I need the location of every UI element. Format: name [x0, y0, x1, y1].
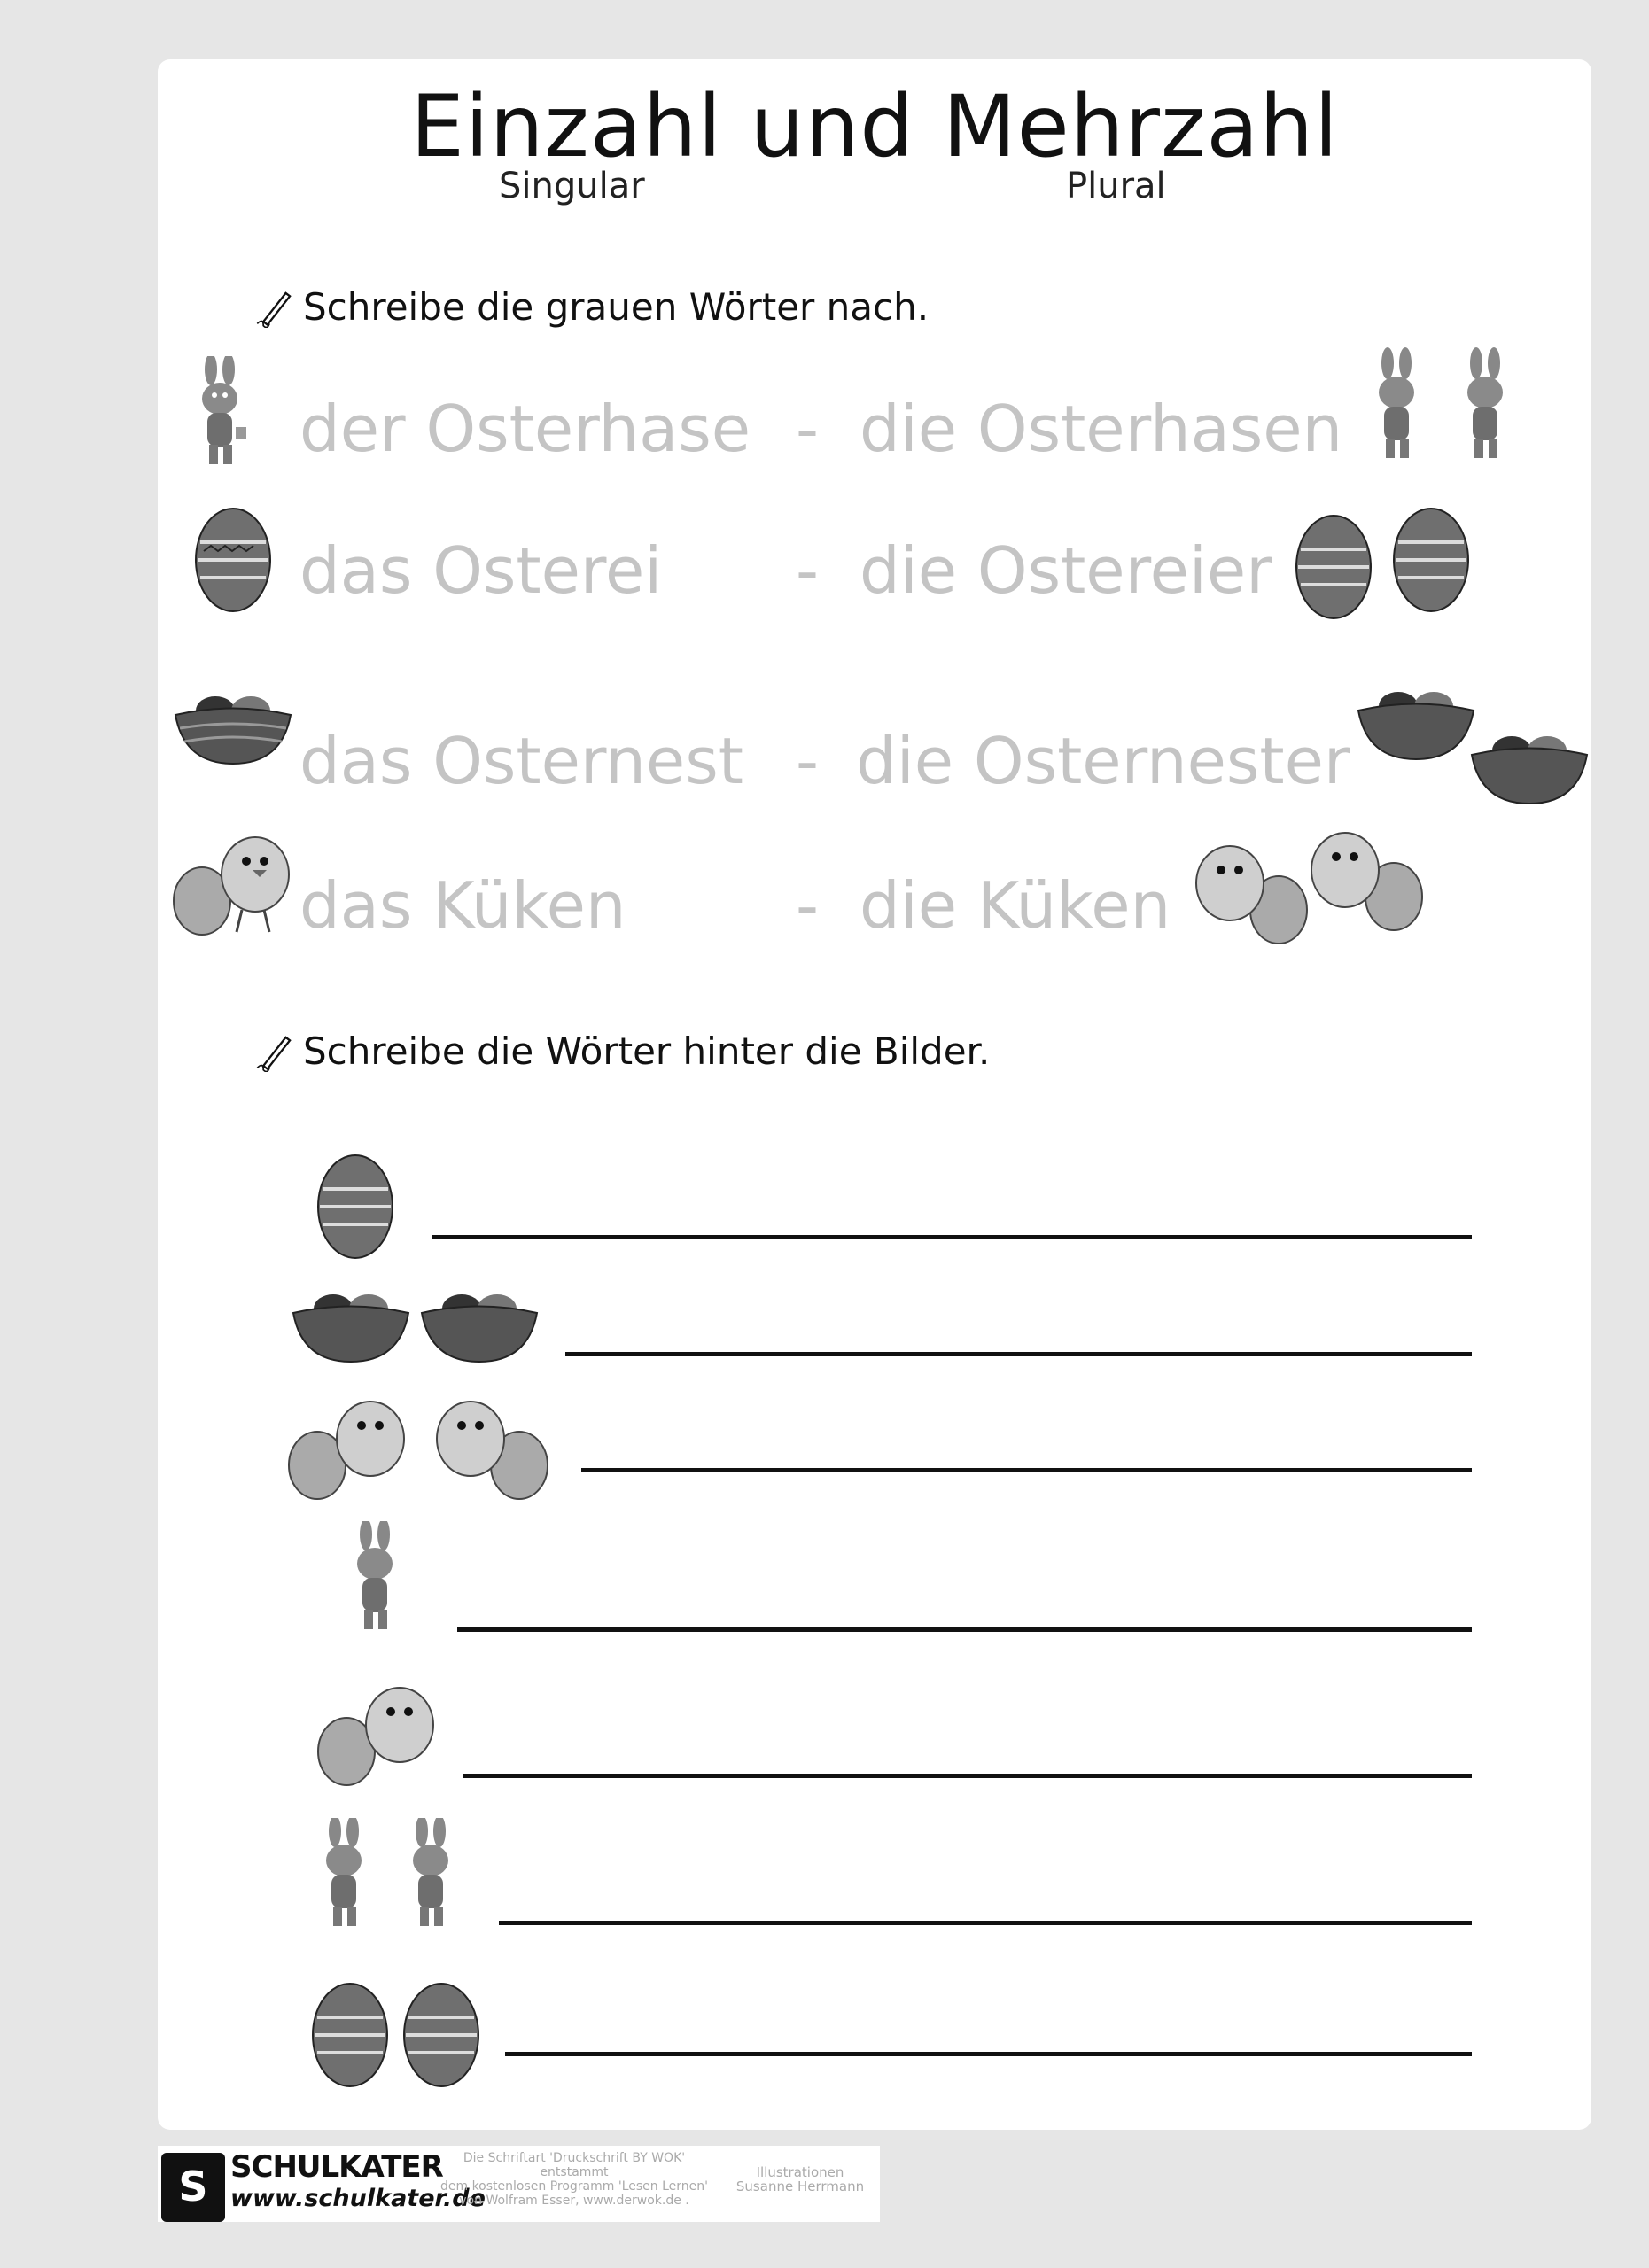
- instruction-2: [255, 1029, 990, 1073]
- singular-word: der Osterhase: [299, 392, 751, 466]
- nest-icon: [1354, 680, 1478, 764]
- writing-line[interactable]: [457, 1627, 1472, 1632]
- nest-icon: [417, 1282, 541, 1366]
- worksheet: [158, 59, 1591, 2130]
- egg-icon: [1294, 509, 1373, 620]
- plural-word: die Ostereier: [860, 533, 1272, 608]
- chick-icon: [286, 1381, 419, 1510]
- egg-icon: [1391, 502, 1471, 613]
- bunny-icon: [395, 1818, 466, 1942]
- pencil-icon: [255, 1031, 296, 1072]
- subtitle-plural: Plural: [1066, 166, 1166, 206]
- bunny-icon: [339, 1521, 410, 1645]
- singular-word: das Osternest: [299, 724, 743, 798]
- plural-word: die Osterhasen: [860, 392, 1343, 466]
- bunny-icon: [308, 1818, 379, 1942]
- egg-icon: [315, 1149, 395, 1260]
- chick-icon: [1296, 812, 1429, 941]
- instruction-2-text: Schreibe die Wörter hinter die Bilder.: [303, 1029, 991, 1073]
- dash: -: [796, 533, 819, 608]
- page-title: Einzahl und Mehrzahl: [410, 77, 1339, 176]
- font-credit: [432, 2151, 716, 2208]
- bunny-icon: [1361, 346, 1432, 478]
- dash: -: [796, 392, 819, 466]
- singular-word: das Osterei: [299, 533, 663, 608]
- dash: -: [796, 724, 819, 798]
- writing-line[interactable]: [505, 2052, 1472, 2056]
- word-row: [158, 640, 1591, 798]
- chick-icon: [1181, 826, 1314, 954]
- egg-icon: [401, 1977, 481, 2088]
- bunny-icon: [1450, 346, 1521, 478]
- footer: [158, 2146, 880, 2222]
- writing-line[interactable]: [581, 1468, 1472, 1472]
- credit-line: Susanne Herrmann: [735, 2179, 865, 2194]
- writing-line[interactable]: [499, 1921, 1472, 1925]
- credit-line: dem kostenlosen Programm 'Lesen Lernen': [439, 2179, 708, 2194]
- singular-word: das Küken: [299, 868, 626, 943]
- dash: -: [796, 868, 819, 943]
- word-row: [158, 502, 1591, 635]
- plural-word: die Küken: [860, 868, 1171, 943]
- instruction-1-text: Schreibe die grauen Wörter nach.: [303, 285, 930, 329]
- egg-icon: [193, 502, 273, 613]
- nest-icon: [289, 1282, 413, 1366]
- brand-name: SCHULKATER: [230, 2149, 443, 2185]
- nest-icon: [1467, 724, 1591, 808]
- credit-line: entstammt: [540, 2165, 609, 2179]
- chick-icon: [315, 1667, 448, 1796]
- nest-icon: [171, 684, 295, 768]
- brand-url[interactable]: www.schulkater.de: [230, 2185, 486, 2212]
- instruction-1: [255, 285, 929, 329]
- writing-line[interactable]: [565, 1352, 1472, 1356]
- word-row: [158, 356, 1591, 489]
- credit-line: von Wolfram Esser, www.derwok.de .: [459, 2194, 689, 2208]
- schulkater-logo: S: [161, 2153, 225, 2222]
- word-row: [158, 817, 1591, 950]
- illustration-credit: [725, 2165, 875, 2194]
- chick-icon: [171, 817, 304, 945]
- plural-word: die Osternester: [856, 724, 1350, 798]
- writing-line[interactable]: [432, 1235, 1472, 1239]
- chick-icon: [422, 1381, 555, 1510]
- credit-line: Die Schriftart 'Druckschrift BY WOK': [463, 2151, 686, 2165]
- subtitle-singular: Singular: [499, 166, 645, 206]
- credit-line: Illustrationen: [756, 2164, 844, 2180]
- pencil-icon: [255, 287, 296, 328]
- egg-icon: [310, 1977, 390, 2088]
- writing-line[interactable]: [463, 1774, 1472, 1778]
- bunny-icon: [184, 356, 255, 480]
